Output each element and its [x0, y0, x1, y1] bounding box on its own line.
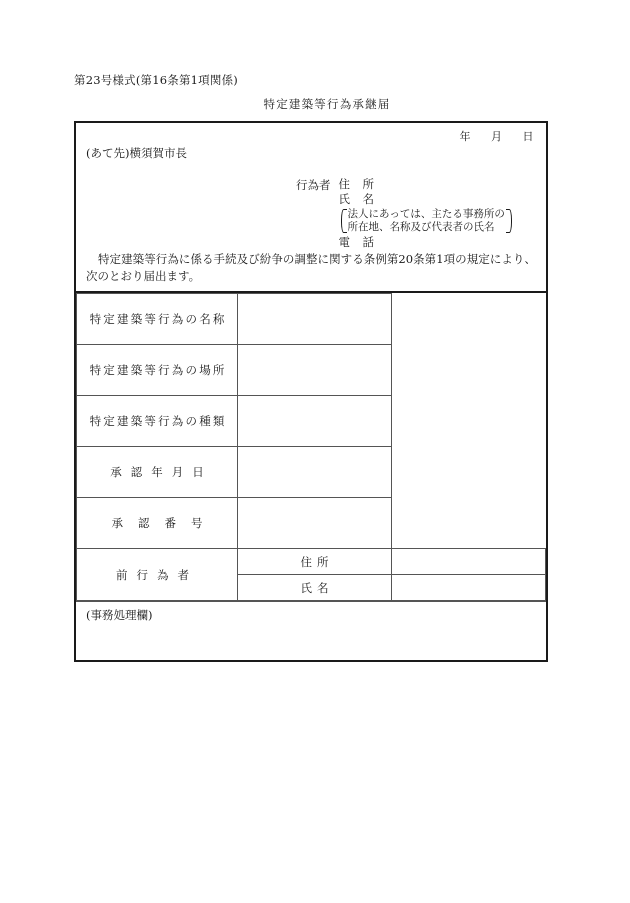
form-header-block — [76, 123, 546, 293]
row-value-name[interactable] — [238, 294, 392, 345]
row-label-approval-date: 承認年月日 — [77, 447, 238, 498]
actor-address-label: 住 所 — [338, 177, 375, 191]
form-frame — [74, 121, 548, 662]
date-month-label: 月 — [491, 130, 503, 143]
office-processing-box[interactable] — [76, 601, 546, 666]
previous-actor-address-label: 住所 — [238, 549, 392, 575]
actor-name-label: 氏 名 — [338, 192, 375, 206]
table-row — [77, 294, 546, 345]
addressee-label: (あて先)横須賀市長 — [86, 146, 187, 160]
row-label-previous-actor: 前行為者 — [77, 549, 238, 601]
date-line — [460, 128, 535, 144]
form-table — [76, 293, 546, 601]
corporate-note — [339, 208, 514, 234]
bracket-right-icon — [507, 208, 514, 234]
office-processing-label: (事務処理欄) — [86, 608, 153, 622]
date-year-label: 年 — [459, 130, 471, 143]
row-value-location[interactable] — [238, 345, 392, 396]
row-value-type[interactable] — [238, 396, 392, 447]
corporate-note-text — [346, 208, 507, 234]
row-label-name: 特定建築等行為の名称 — [77, 294, 238, 345]
previous-actor-name-value[interactable] — [392, 575, 546, 601]
corporate-note-line1: 法人にあっては、主たる事務所の — [347, 208, 505, 220]
row-label-location: 特定建築等行為の場所 — [77, 345, 238, 396]
previous-actor-name-label: 氏名 — [238, 575, 392, 601]
actor-block — [296, 177, 514, 250]
table-row — [77, 396, 546, 447]
table-row-previous-actor-address — [77, 549, 546, 575]
date-day-label: 日 — [522, 130, 534, 143]
actor-fields — [339, 177, 514, 250]
corporate-note-line2: 所在地、名称及び代表者の氏名 — [347, 221, 495, 233]
row-label-approval-number: 承認番号 — [77, 498, 238, 549]
table-row — [77, 345, 546, 396]
table-row — [77, 447, 546, 498]
table-row — [77, 498, 546, 549]
statement-text: 特定建築等行為に係る手続及び紛争の調整に関する条例第20条第1項の規定により、次のとおり届出ます。 — [86, 252, 536, 283]
previous-actor-address-value[interactable] — [392, 549, 546, 575]
row-value-approval-date[interactable] — [238, 447, 392, 498]
document-title: 特定建築等行為承継届 — [263, 97, 391, 111]
bracket-left-icon — [339, 208, 346, 234]
form-number: 第23号様式(第16条第1項関係) — [74, 73, 238, 87]
actor-label: 行為者 — [296, 178, 331, 192]
row-value-approval-number[interactable] — [238, 498, 392, 549]
actor-phone-label: 電 話 — [338, 235, 375, 249]
row-label-type: 特定建築等行為の種類 — [77, 396, 238, 447]
